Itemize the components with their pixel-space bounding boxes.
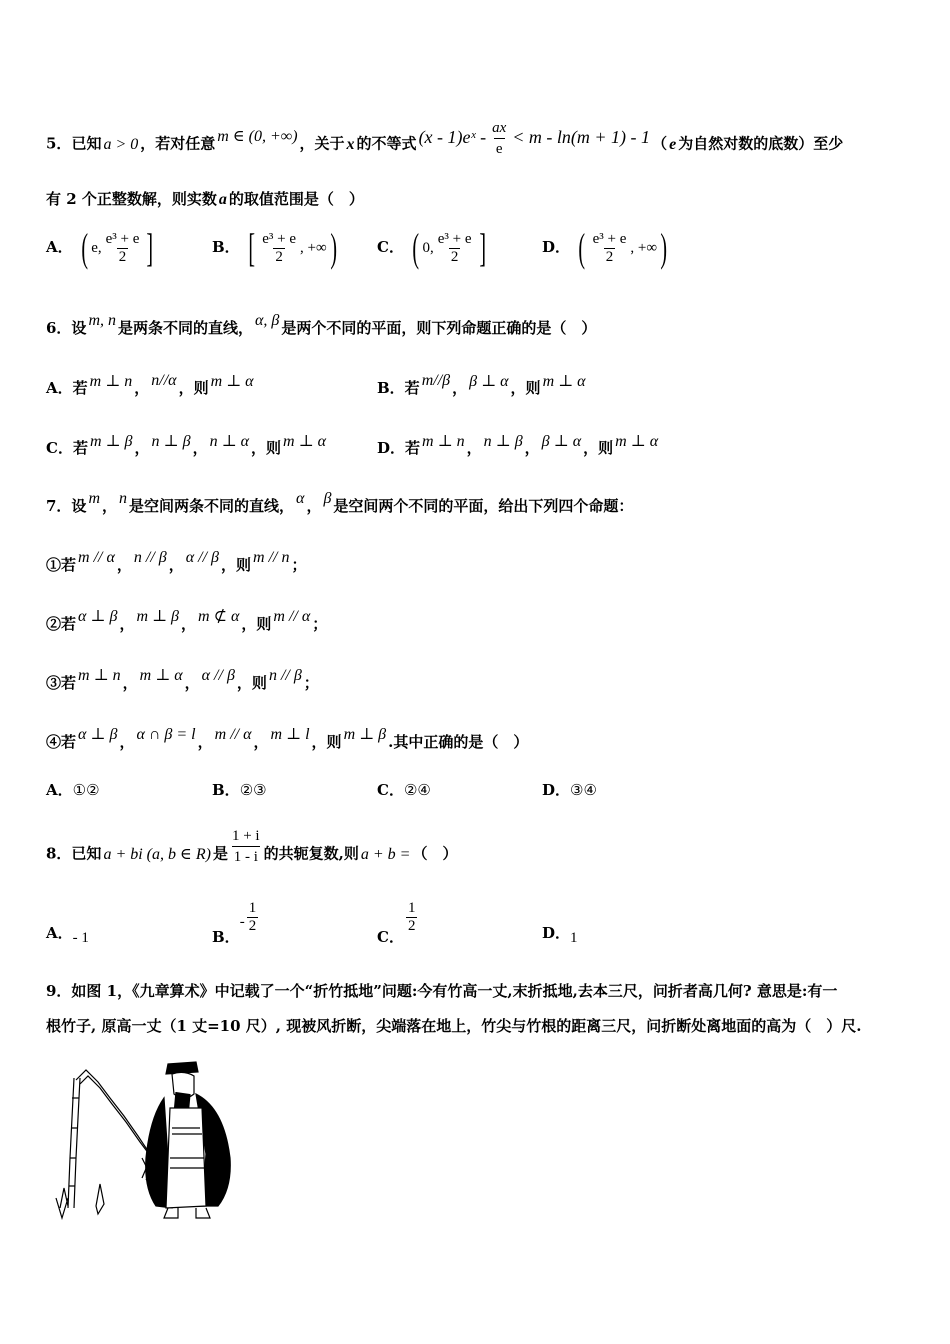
math-expression: α ⊥ β [78, 608, 118, 625]
math-variable: β [323, 490, 332, 507]
option-label: D． [542, 781, 571, 799]
fraction-numerator: 1 + i [231, 828, 260, 844]
scholar-figure-icon [146, 1062, 231, 1218]
math-expression: m // α [273, 608, 311, 625]
statement-label: ④若 [46, 733, 77, 751]
interval-right: , +∞ [630, 239, 658, 256]
math-expression: n ⊥ β [151, 433, 191, 450]
math-expression: α ∩ β = l [136, 726, 196, 743]
math-expression: m ⊥ n [78, 667, 121, 684]
math-expression: a + bi (a, b ∈ R) [103, 845, 211, 863]
text: ，则 [178, 379, 209, 397]
interval-left: e, [91, 239, 102, 256]
math-expression: m ⊥ β [136, 608, 180, 625]
q6-option-b[interactable]: B．若 m//β ， β ⊥ α ，则 m ⊥ α [377, 372, 586, 397]
fraction-denominator: 2 [407, 918, 416, 934]
text: （ [652, 134, 668, 153]
value: 1 [81, 930, 89, 946]
interval-left: 0, [422, 239, 434, 256]
text: .其中正确的是（ ） [388, 733, 529, 751]
fraction [247, 900, 259, 935]
q6-option-d[interactable]: D．若 m ⊥ n ， n ⊥ β ， β ⊥ α ，则 m ⊥ α [377, 433, 659, 457]
text: ， [306, 497, 322, 515]
math-expression: a + b = [360, 845, 411, 863]
question-6-stem [46, 312, 597, 339]
math-expression: m ⊥ n [422, 433, 465, 450]
math-expression: m ⊥ α [210, 373, 254, 390]
fraction-denominator: 2 [118, 248, 127, 265]
fraction-numerator: 1 [248, 900, 257, 916]
option-value: 1 [570, 930, 578, 946]
sign: - [72, 930, 78, 946]
text: ， [102, 497, 118, 515]
fraction-numerator: e³ + e [262, 230, 297, 247]
math-expression: α ⊥ β [78, 726, 118, 743]
q8-option-a[interactable] [46, 922, 89, 946]
statement-label: ②若 [46, 615, 77, 633]
text: 有 2 个正整数解，则实数 [46, 190, 217, 208]
math-variable: α [296, 490, 305, 507]
option-label: D． [542, 924, 571, 942]
question-number: 5． [46, 134, 72, 153]
math-expression: β ⊥ α [541, 433, 582, 450]
fraction [406, 900, 418, 935]
option-value: ②④ [403, 783, 431, 799]
text: ，则 [251, 439, 282, 457]
fraction [260, 231, 298, 266]
fraction [436, 231, 474, 266]
q7-option-a[interactable] [46, 779, 100, 800]
question-7-stem [46, 490, 634, 517]
question-8-stem [46, 828, 458, 875]
q7-option-b[interactable] [212, 779, 267, 800]
question-number: 7．设 [46, 497, 87, 515]
math-expression: < m - ln(m + 1) - 1 [512, 126, 651, 147]
text: 的取值范围是（ ） [228, 190, 364, 208]
q6-option-a[interactable]: A．若 m ⊥ n ， n//α ，则 m ⊥ α [46, 372, 254, 397]
math-expression: n ⊥ α [209, 433, 250, 450]
math-expression: a > 0 [103, 135, 139, 153]
fraction-denominator: 2 [248, 918, 257, 934]
text: ，则 [510, 379, 541, 397]
fraction-denominator: 2 [450, 248, 459, 265]
option-label: B． [212, 238, 240, 256]
q8-option-b[interactable] [212, 900, 260, 946]
text: （ ） [412, 844, 458, 863]
text: ； [303, 674, 319, 692]
statement-label: ③若 [46, 674, 77, 692]
fraction [591, 231, 629, 266]
fraction-numerator: e³ + e [592, 230, 627, 247]
bamboo-scholar-illustration [46, 1058, 238, 1220]
option-label: B． [212, 781, 240, 799]
text: 是 [212, 844, 228, 863]
fraction-numerator: ax [492, 120, 507, 136]
option-label: B．若 [377, 379, 420, 397]
text: ，则 [236, 674, 267, 692]
question-number: 6．设 [46, 319, 87, 337]
math-expression: n//α [151, 372, 177, 389]
math-expression: m ∈ (0, +∞) [217, 127, 298, 145]
text: 已知 [71, 134, 102, 153]
math-expression: α // β [185, 549, 220, 566]
option-value: ②③ [239, 783, 267, 799]
interval: ( 0, $\frac{\text{e³ + e}}{2}$ ] [412, 225, 486, 270]
question-9-line-1: 9．如图 1，《九章算术》中记载了一个“折竹抵地”问题:今有竹高一丈,末折抵地,去本三尺，问折者高几何? 意思是:有一 [46, 982, 838, 1000]
q7-statement-1: ①若 m // α ， n // β ， α // β ，则 m // n ； [46, 549, 307, 574]
text: ，则 [241, 615, 272, 633]
q5-option-a[interactable] [46, 225, 157, 270]
q7-option-c[interactable] [377, 779, 431, 800]
math-expression: m // n [253, 549, 290, 566]
math-variable: n [119, 490, 128, 507]
fraction [490, 118, 508, 159]
sign: - [239, 913, 245, 930]
fraction [230, 826, 262, 867]
math-variable: a [218, 191, 227, 208]
q5-option-d[interactable] [542, 225, 670, 270]
option-label: A． [46, 781, 73, 799]
text: 为自然对数的底数）至少 [678, 134, 844, 153]
text: ，若对任意 [140, 134, 216, 153]
math-expression: m ⊥ α [615, 433, 659, 450]
option-value: ①② [72, 783, 100, 799]
q6-option-c[interactable]: C．若 m ⊥ β ， n ⊥ β ， n ⊥ α ，则 m ⊥ α [46, 433, 327, 457]
fraction-denominator: 1 - i [232, 846, 260, 867]
q7-statement-4: ④若 α ⊥ β ， α ∩ β = l ， m // α ， m ⊥ l ，则 m ⊥ β .其中正确的是（ ） [46, 726, 529, 751]
text: ； [312, 615, 328, 633]
fraction-numerator: 1 [407, 900, 416, 916]
text: 是空间两条不同的直线， [129, 497, 295, 515]
text: 是两条不同的直线， [118, 319, 254, 337]
q8-option-c[interactable] [377, 900, 419, 946]
q7-option-d[interactable] [542, 779, 597, 800]
math-expression: m ⊥ α [139, 667, 183, 684]
math-expression: β ⊥ α [469, 373, 509, 390]
math-expression: m ⊥ α [283, 433, 327, 450]
option-label: A． [46, 924, 73, 942]
math-expression: m // α [214, 726, 252, 743]
text: 的不等式 [356, 134, 417, 153]
interval-right: , +∞ [300, 239, 327, 256]
q7-statement-3: ③若 m ⊥ n ， m ⊥ α ， α // β ，则 n // β ； [46, 667, 319, 692]
q8-option-d[interactable] [542, 922, 578, 946]
math-variable: m [88, 490, 100, 507]
math-expression: m ⊄ α [198, 608, 240, 625]
text: 是空间两个不同的平面，给出下列四个命题： [333, 497, 634, 515]
text: ，则 [311, 733, 342, 751]
math-expression: α, β [255, 312, 280, 329]
math-expression: m ⊥ β [343, 726, 387, 743]
fraction-denominator: 2 [605, 248, 614, 265]
interval: ( $\frac{\text{e³ + e}}{2}$ , +∞ ) [578, 225, 668, 270]
q5-option-c[interactable] [377, 225, 489, 270]
fraction-denominator: 2 [275, 248, 283, 265]
math-expression: n // β [133, 549, 167, 566]
bamboo-icon [56, 1070, 158, 1218]
option-label: C． [377, 927, 404, 946]
math-expression: m // α [78, 549, 115, 566]
text: 的共轭复数,则 [263, 844, 359, 863]
math-expression: m ⊥ α [542, 373, 586, 390]
question-5-line-1 [46, 120, 844, 165]
text: ； [291, 556, 307, 574]
option-label: A．若 [46, 379, 88, 397]
text: 是两个不同的平面，则下列命题正确的是（ ） [281, 319, 597, 337]
option-label: D．若 [377, 439, 421, 457]
option-value: ③④ [570, 783, 597, 799]
option-value [73, 930, 89, 946]
math-expression: m, n [88, 312, 116, 329]
math-expression: α // β [201, 667, 235, 684]
option-label: C． [377, 238, 404, 256]
interval: [ $\frac{\text{e³ + e}}{2}$ , +∞ ) [248, 225, 337, 270]
text: ，则 [221, 556, 252, 574]
question-number: 8．已知 [46, 844, 102, 863]
math-expression: m//β [421, 372, 451, 389]
option-label: C． [377, 781, 404, 799]
fraction-numerator: e³ + e [437, 230, 472, 247]
math-expression: n // β [268, 667, 302, 684]
text: ，则 [583, 439, 614, 457]
fraction-denominator: e [494, 138, 505, 159]
option-label: B． [212, 927, 240, 946]
interval: ( e, $\frac{\text{e³ + e}}{2}$ ] [81, 225, 154, 270]
option-label: C．若 [46, 439, 88, 457]
q7-statement-2: ②若 α ⊥ β ， m ⊥ β ， m ⊄ α ，则 m // α ； [46, 608, 328, 633]
q5-option-b[interactable] [212, 225, 340, 270]
math-expression: n ⊥ β [483, 433, 523, 450]
statement-label: ①若 [46, 556, 77, 574]
fraction [104, 231, 142, 266]
option-label: D． [542, 238, 571, 256]
math-variable: x [346, 135, 355, 153]
question-5-line-2 [46, 189, 364, 210]
math-expression: m ⊥ l [270, 726, 310, 743]
math-expression: (x - 1)eˣ - [418, 126, 487, 147]
fraction-numerator: e³ + e [105, 230, 140, 247]
math-expression: m ⊥ β [89, 433, 133, 450]
question-9-line-2: 根竹子, 原高一丈（1 丈=10 尺）, 现被风折断，尖端落在地上，竹尖与竹根的距离三尺，问折断处离地面的高为（ ）尺. [46, 1017, 862, 1035]
text: ，关于 [299, 134, 345, 153]
math-expression: m ⊥ n [89, 373, 133, 390]
math-variable: e [669, 135, 677, 153]
option-label: A． [46, 238, 73, 256]
